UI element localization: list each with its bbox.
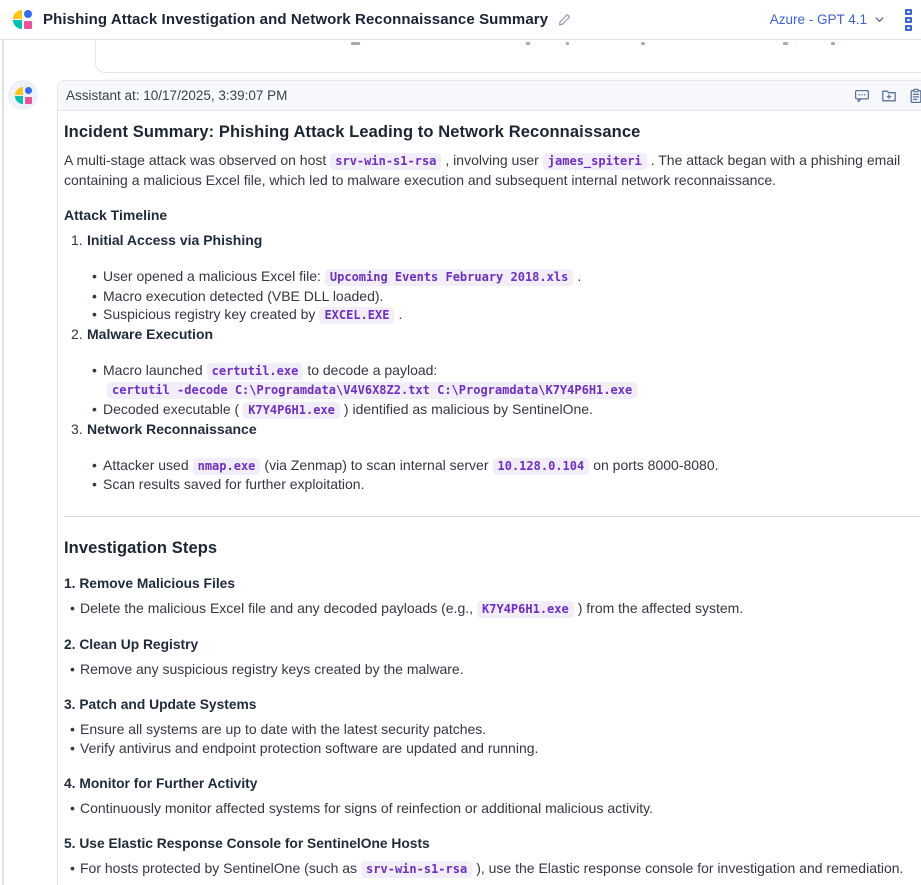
step-heading: 4. Monitor for Further Activity [64, 775, 258, 791]
inline-code: nmap.exe [193, 458, 261, 475]
text-run: . [398, 306, 403, 323]
bullet-marker: • [92, 268, 97, 284]
bullet-marker: • [70, 720, 75, 737]
bullet-marker: • [70, 799, 75, 816]
list-number: 1. [71, 232, 83, 248]
bullet-list [64, 720, 920, 758]
add-to-folder-button[interactable] [881, 88, 897, 104]
text-run: Attacker used [103, 456, 189, 473]
list-item [92, 400, 920, 420]
text-run: Remove any suspicious registry keys created by the malware. [80, 660, 464, 677]
list-item [92, 475, 920, 494]
ordered-list [64, 231, 920, 494]
list-item-title: Network Reconnaissance [87, 420, 257, 437]
pencil-icon [557, 13, 571, 27]
chevron-down-icon [874, 14, 885, 25]
boxes-vertical-menu-icon[interactable] [905, 9, 917, 31]
text-run: Ensure all systems are up to date with the latest security patches. [80, 720, 487, 737]
text-run: Verify antivirus and endpoint protection software are updated and running. [80, 739, 539, 756]
bullet-list [64, 799, 920, 818]
step-heading: 3. Patch and Update Systems [64, 696, 257, 712]
text-run: . [577, 268, 582, 284]
list-item-text [80, 720, 486, 739]
step-heading: 1. Remove Malicious Files [64, 575, 235, 591]
list-item [92, 305, 920, 325]
text-run: ) from the affected system. [577, 599, 744, 616]
text-run: For hosts protected by SentinelOne (such as [80, 859, 358, 876]
assistant-message-card [57, 80, 921, 885]
list-item [92, 456, 920, 476]
list-item [70, 720, 920, 739]
list-item-text [103, 305, 402, 325]
list-item-text [103, 267, 581, 287]
list-item [70, 859, 920, 879]
step-heading: 5. Use Elastic Response Console for SentinelOne Hosts [64, 835, 430, 851]
bullet-list [64, 660, 920, 679]
inline-code: certutil.exe [207, 363, 304, 380]
inline-code: james_spiteri [543, 153, 647, 170]
bullet-list [64, 599, 920, 619]
text-run: Suspicious registry key created by [103, 306, 316, 323]
text-run: Continuously monitor affected systems for signs of reinfection or additional malicious activity. [80, 799, 653, 816]
list-number: 3. [71, 420, 83, 437]
text-run: ) identified as malicious by SentinelOne. [343, 400, 593, 417]
paragraph [64, 151, 920, 189]
list-item-text [80, 599, 743, 619]
app-header [0, 0, 921, 40]
text-run: ), use the Elastic response console for investigation and remediation. [476, 859, 904, 876]
bullet-list [64, 456, 920, 494]
list-item-text [80, 799, 653, 818]
text-run: (via Zenmap) to scan internal server [264, 456, 489, 473]
folder-add-icon [881, 88, 897, 104]
bullet-marker: • [70, 859, 75, 876]
text-run: Scan results saved for further exploitation. [103, 476, 365, 493]
bullet-marker: • [70, 739, 75, 756]
ordered-list-item [71, 325, 920, 343]
list-item [70, 739, 920, 758]
inline-code: srv-win-s1-rsa [361, 861, 472, 878]
list-item-title: Malware Execution [87, 325, 214, 342]
inline-code: K7Y4P6H1.exe [477, 601, 574, 618]
section-heading: Investigation Steps [64, 538, 218, 557]
message-header [58, 81, 921, 111]
text-run: A multi-stage attack was observed on host [64, 152, 327, 168]
conversation-title: Phishing Attack Investigation and Network Reconnaissance Summary [43, 11, 549, 28]
list-item-text [103, 400, 593, 420]
message-actions [854, 81, 921, 111]
text-run: Macro launched [103, 361, 203, 378]
bullet-marker: • [92, 287, 97, 304]
message-timestamp: Assistant at: 10/17/2025, 3:39:07 PM [66, 88, 288, 103]
text-run: User opened a malicious Excel file: [103, 268, 321, 284]
bullet-marker: • [70, 660, 75, 677]
bullet-marker: • [92, 400, 97, 417]
list-item-text [80, 859, 903, 879]
text-run: Decoded executable ( [103, 400, 240, 417]
assistant-avatar [8, 80, 38, 110]
elastic-logo [15, 87, 32, 104]
message-body [58, 111, 921, 885]
model-selector-label: Azure - GPT 4.1 [769, 12, 867, 27]
bullet-marker: • [70, 599, 75, 616]
inline-code: K7Y4P6H1.exe [243, 402, 340, 419]
list-item [70, 799, 920, 818]
text-run: . The attack began with a phishing email containing a malicious Excel file, which led to malware execution and subsequent internal network reconnaissance. [64, 152, 901, 188]
list-item-title: Initial Access via Phishing [87, 232, 263, 248]
inline-code: 10.128.0.104 [493, 458, 590, 475]
list-item-text [103, 456, 719, 476]
inline-code: Upcoming Events February 2018.xls [325, 269, 573, 286]
list-item [92, 361, 920, 400]
elastic-logo [13, 10, 32, 29]
list-item-text [103, 475, 364, 494]
clipboard-icon [908, 88, 921, 104]
ordered-list-item [71, 420, 920, 438]
text-run: Delete the malicious Excel file and any decoded payloads (e.g., [80, 599, 474, 616]
text-run: Macro execution detected (VBE DLL loaded). [103, 287, 384, 304]
list-number: 2. [71, 325, 83, 342]
previous-message-truncated [95, 40, 921, 73]
list-item [92, 267, 920, 287]
list-item [92, 287, 920, 306]
list-item-text [80, 660, 464, 679]
model-selector[interactable] [770, 12, 885, 27]
text-run: , involving user [445, 152, 539, 168]
bullet-list [64, 361, 920, 420]
list-item-text [103, 287, 383, 306]
comment-icon [854, 88, 870, 104]
step-heading: 2. Clean Up Registry [64, 636, 199, 652]
bullet-marker: • [92, 456, 97, 473]
list-item-text [103, 361, 641, 400]
list-item-text [80, 739, 538, 758]
bullet-list [64, 859, 920, 879]
copy-button[interactable] [908, 88, 921, 104]
subsection-heading: Attack Timeline [64, 207, 168, 223]
inline-code: certutil -decode C:\Programdata\V4V6X8Z2.txt C:\Programdata\K7Y4P6H1.exe [107, 382, 637, 399]
text-run: on ports 8000-8080. [593, 456, 719, 473]
divider [64, 516, 920, 517]
sidebar-divider [2, 0, 4, 885]
list-item [70, 660, 920, 679]
bullet-marker: • [92, 306, 97, 323]
bullet-marker: • [92, 476, 97, 493]
edit-title-button[interactable] [557, 13, 571, 27]
bullet-list [64, 267, 920, 325]
list-item [70, 599, 920, 619]
text-run: to decode a payload: [307, 361, 438, 378]
bullet-marker: • [92, 361, 97, 378]
section-heading: Incident Summary: Phishing Attack Leading to Network Reconnaissance [64, 123, 641, 141]
comment-button[interactable] [854, 88, 870, 104]
inline-code: srv-win-s1-rsa [330, 153, 441, 170]
ordered-list-item [71, 231, 920, 249]
inline-code: EXCEL.EXE [319, 307, 394, 324]
